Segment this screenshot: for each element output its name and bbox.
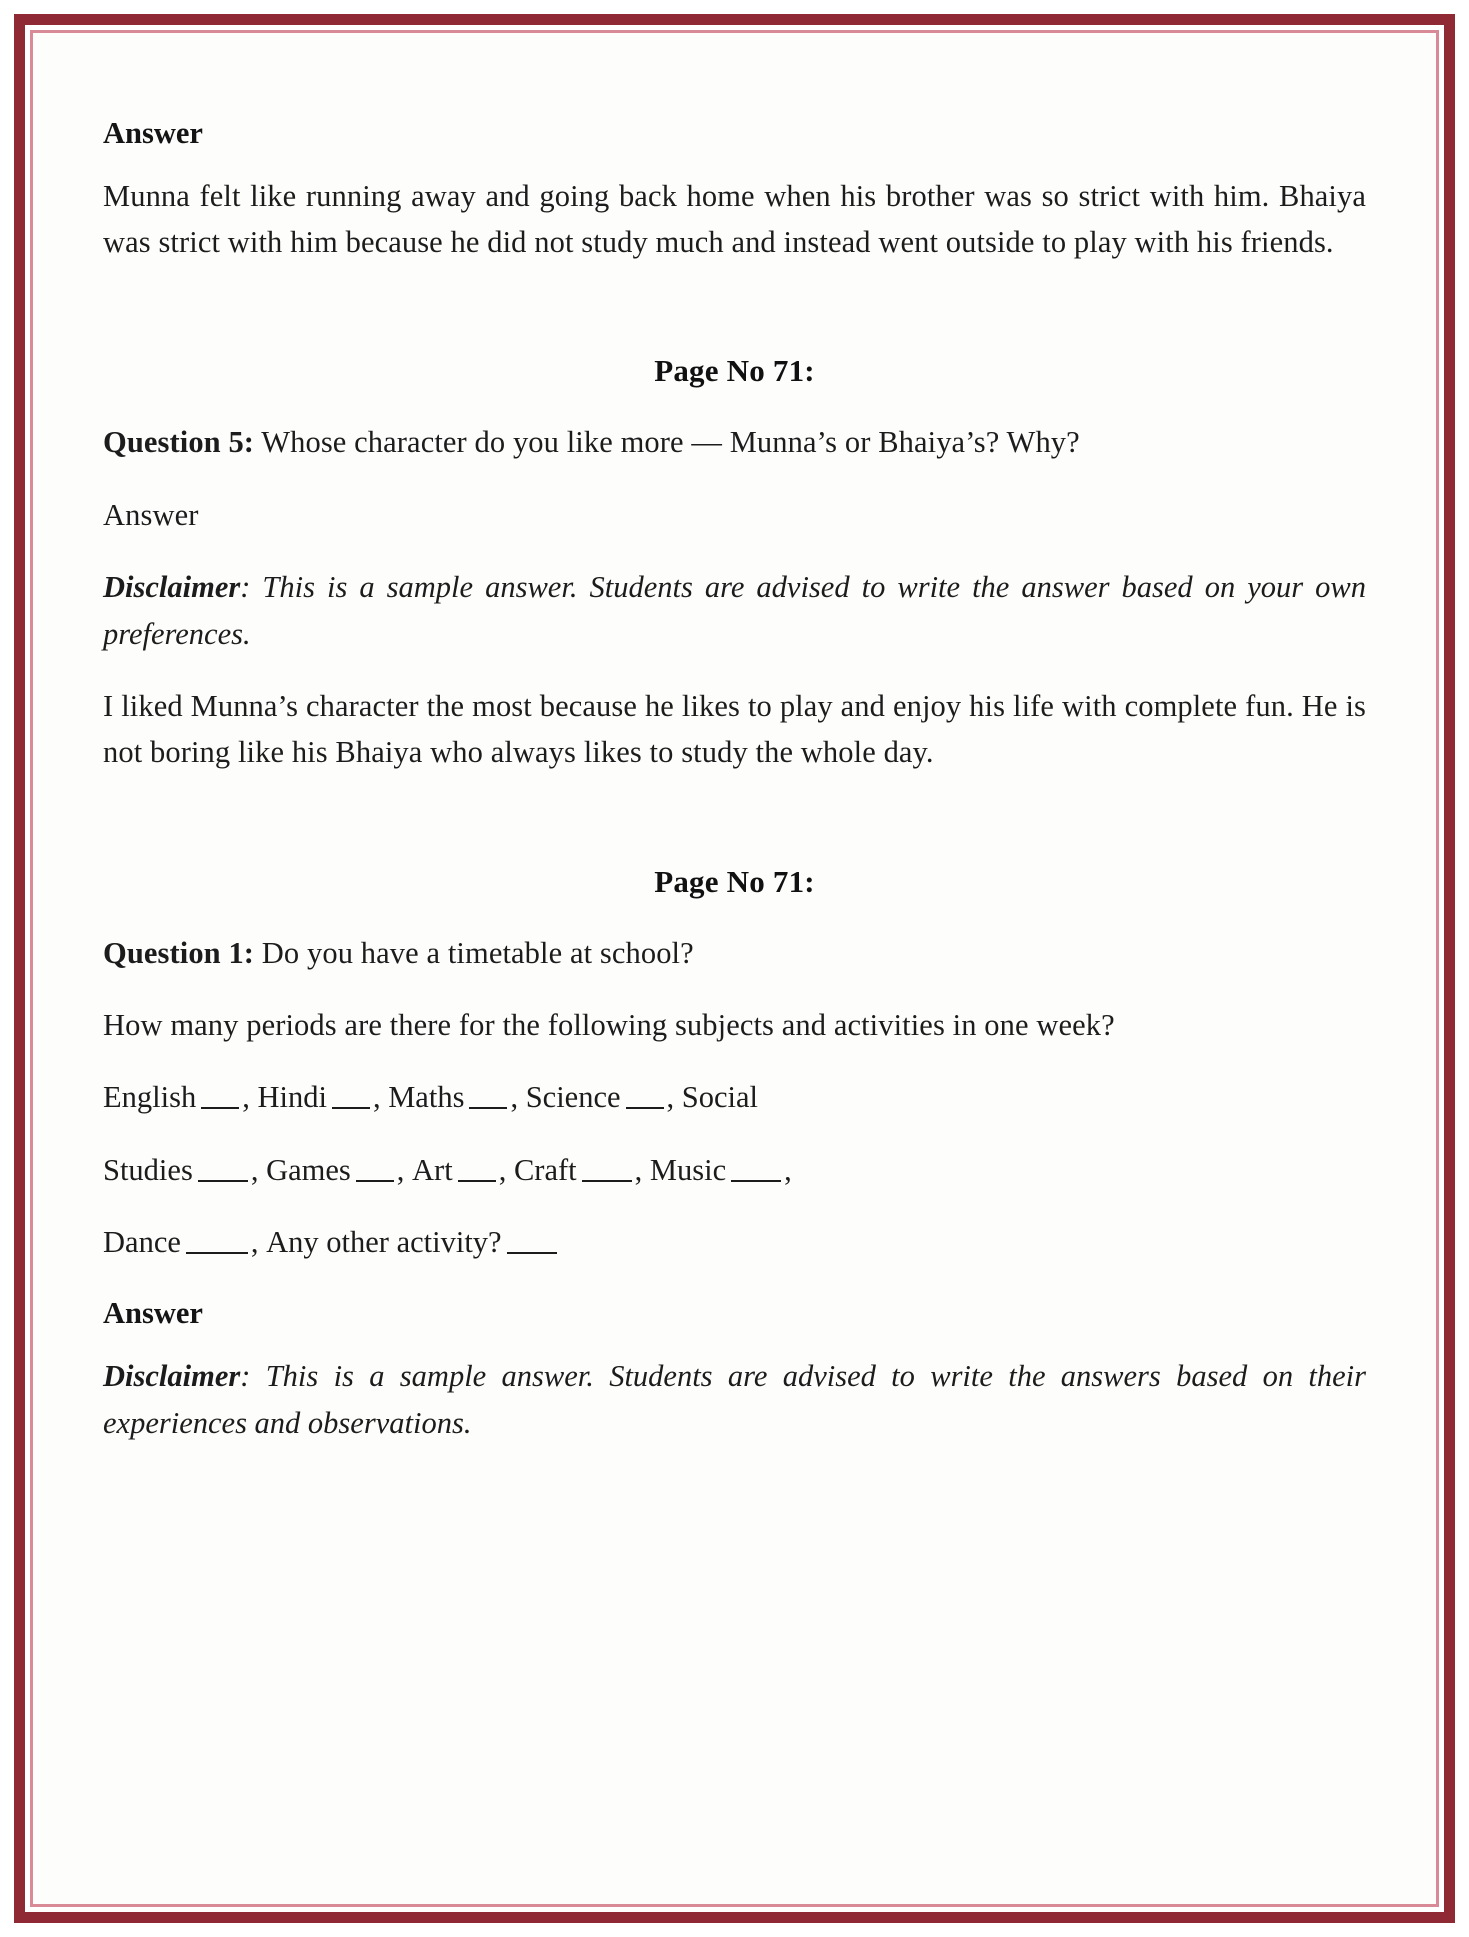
- subject-label-maths: Maths: [388, 1080, 465, 1115]
- subject-label-social: Social: [681, 1080, 759, 1115]
- comma-1: ,: [242, 1080, 250, 1115]
- vertical-spacer: [103, 802, 1366, 864]
- subject-label-english: English: [103, 1080, 197, 1115]
- blanks-line-3: [103, 1219, 1366, 1265]
- subject-label-music: Music: [649, 1152, 727, 1187]
- disclaimer-2-text: : This is a sample answer. Students are advised to write the answers based on their experiences and observations.: [103, 1359, 1366, 1440]
- blanks-line-1: [103, 1074, 1366, 1120]
- answer-paragraph-1: Munna felt like running away and going back home when his brother was so strict with him. Bhaiya was strict with him because he did not study much and instead went outside to play with his friends.: [103, 178, 1366, 260]
- blank-field-maths[interactable]: [469, 1080, 507, 1109]
- answer-label-1: Answer: [103, 497, 199, 532]
- question-1-text: Do you have a timetable at school?: [254, 935, 694, 970]
- subject-label-craft: Craft: [513, 1152, 577, 1187]
- subject-label-games: Games: [266, 1152, 351, 1187]
- comma-10: ,: [250, 1225, 259, 1260]
- comma-2: ,: [372, 1080, 381, 1115]
- answer-heading-2: Answer: [103, 1296, 203, 1331]
- disclaimer-1: [103, 564, 1366, 657]
- question-5-text: Whose character do you like more — Munna’s or Bhaiya’s? Why?: [254, 425, 1080, 460]
- disclaimer-2: [103, 1353, 1366, 1446]
- comma-4: ,: [666, 1080, 675, 1115]
- blank-field-science[interactable]: [626, 1080, 664, 1109]
- question-5-label: Question 5:: [103, 425, 255, 460]
- blank-field-music[interactable]: [731, 1153, 781, 1182]
- comma-5: ,: [250, 1152, 259, 1187]
- page-heading-1: Page No 71:: [654, 353, 815, 389]
- subject-label-science: Science: [525, 1080, 621, 1115]
- subject-label-hindi: Hindi: [257, 1080, 327, 1115]
- answer-paragraph-2: I liked Munna’s character the most because he likes to play and enjoy his life with complete fun. He is not boring like his Bhaiya who always likes to study the whole day.: [103, 688, 1366, 770]
- blank-field-craft[interactable]: [582, 1153, 632, 1182]
- blank-field-english[interactable]: [201, 1080, 239, 1109]
- blank-field-dance[interactable]: [186, 1225, 248, 1254]
- subject-label-dance: Dance: [103, 1225, 181, 1260]
- page-border-inner: [30, 30, 1439, 1907]
- question-5: [103, 419, 1366, 465]
- question-1-body: How many periods are there for the following subjects and activities in one week?: [103, 1007, 1115, 1042]
- comma-8: ,: [634, 1152, 643, 1187]
- page-heading-2: Page No 71:: [654, 863, 815, 899]
- subject-label-studies: Studies: [103, 1152, 193, 1187]
- blank-field-any-other[interactable]: [507, 1225, 557, 1254]
- subject-label-any-other: Any other activity?: [266, 1225, 502, 1260]
- comma-7: ,: [498, 1152, 507, 1187]
- page-border-outer: [14, 14, 1455, 1923]
- blanks-line-2: [103, 1147, 1366, 1193]
- blank-field-hindi[interactable]: [332, 1080, 370, 1109]
- blank-field-social-studies[interactable]: [198, 1153, 248, 1182]
- disclaimer-1-label: Disclaimer: [103, 570, 241, 605]
- document-body: [33, 33, 1436, 1512]
- question-1: [103, 930, 1366, 976]
- question-1-label: Question 1:: [103, 935, 255, 970]
- disclaimer-1-text: : This is a sample answer. Students are advised to write the answer based on your own preferences.: [103, 570, 1366, 651]
- comma-9: ,: [784, 1152, 792, 1187]
- subject-label-art: Art: [412, 1152, 453, 1187]
- blank-field-art[interactable]: [458, 1153, 496, 1182]
- answer-heading-1: Answer: [103, 116, 203, 150]
- disclaimer-2-label: Disclaimer: [103, 1359, 241, 1394]
- blank-field-games[interactable]: [356, 1153, 394, 1182]
- comma-6: ,: [396, 1152, 405, 1187]
- comma-3: ,: [510, 1080, 519, 1115]
- vertical-spacer: [103, 291, 1366, 353]
